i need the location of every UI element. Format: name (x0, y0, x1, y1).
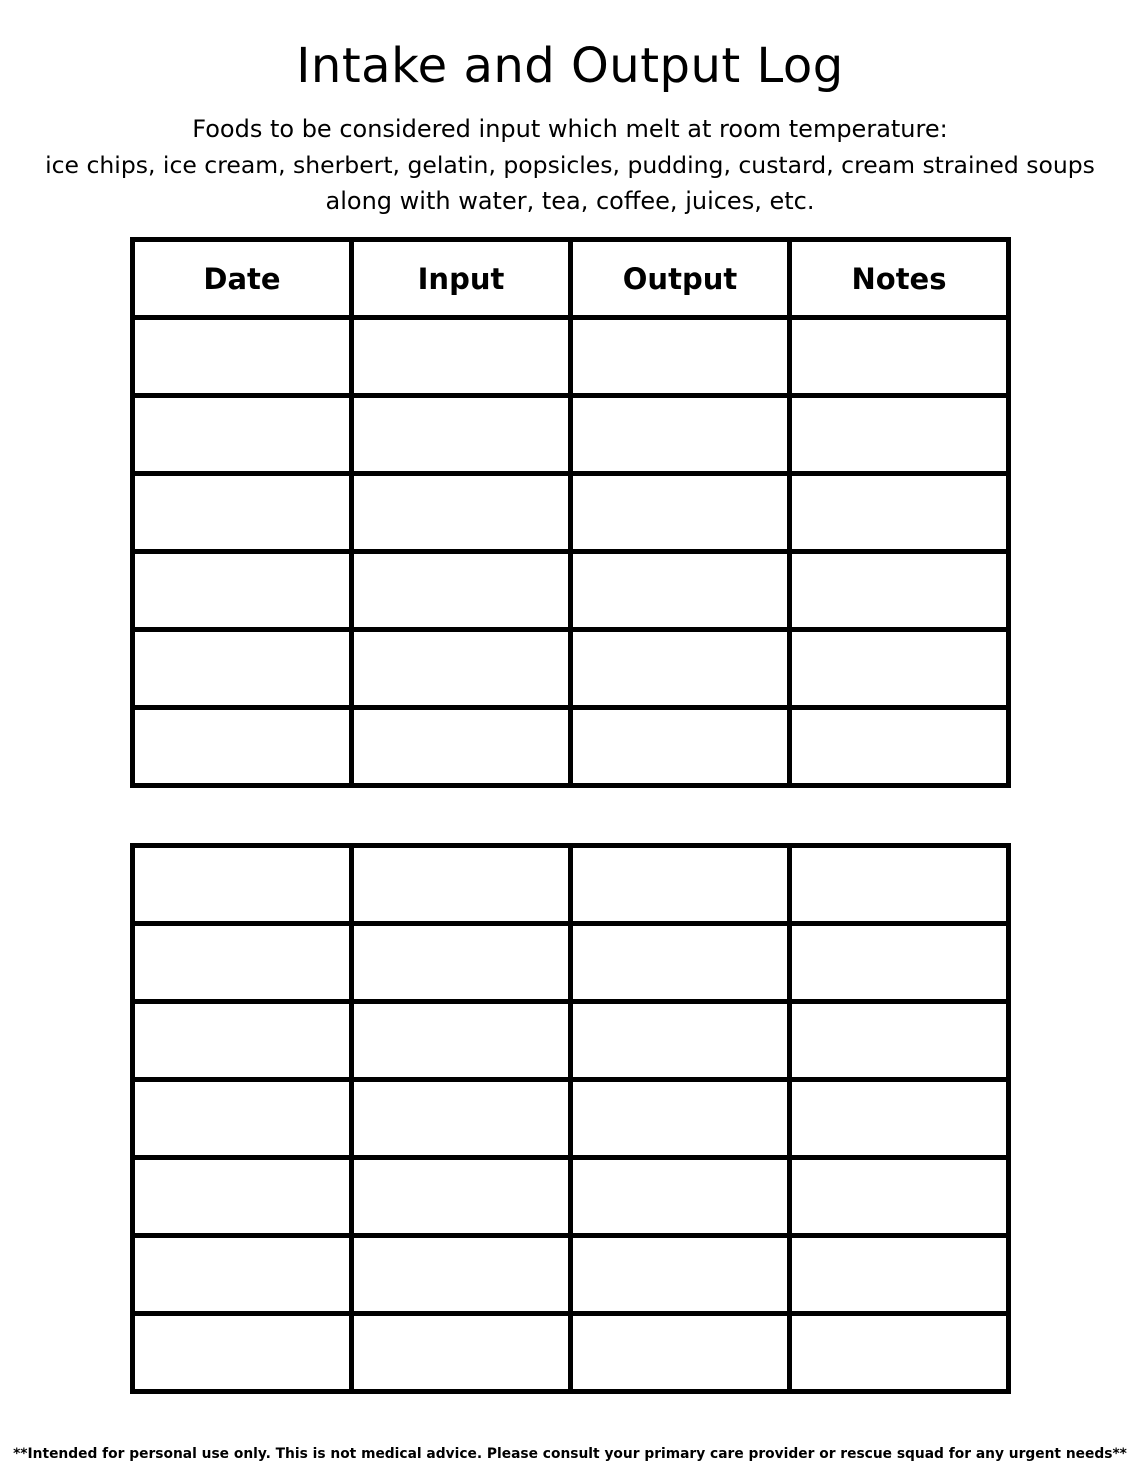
log-cell-input[interactable] (352, 924, 571, 1002)
log-cell-notes[interactable] (790, 552, 1009, 630)
log-cell-date[interactable] (133, 1002, 352, 1080)
table-row (133, 1080, 1009, 1158)
table-row (133, 1314, 1009, 1392)
log-cell-date[interactable] (133, 1158, 352, 1236)
log-cell-input[interactable] (352, 708, 571, 786)
log-cell-date[interactable] (133, 318, 352, 396)
table-row (133, 708, 1009, 786)
log-cell-date[interactable] (133, 924, 352, 1002)
log-cell-input[interactable] (352, 1002, 571, 1080)
table-row (133, 1158, 1009, 1236)
log-cell-input[interactable] (352, 630, 571, 708)
table-row (133, 630, 1009, 708)
log-cell-date[interactable] (133, 552, 352, 630)
log-cell-date[interactable] (133, 708, 352, 786)
header-row (133, 240, 1009, 318)
log-cell-output[interactable] (571, 552, 790, 630)
log-table-bottom-body (133, 846, 1009, 1392)
table-row (133, 396, 1009, 474)
log-cell-notes[interactable] (790, 630, 1009, 708)
table-row (133, 924, 1009, 1002)
log-table-top (130, 237, 1011, 788)
log-cell-output[interactable] (571, 1314, 790, 1392)
log-cell-notes[interactable] (790, 1002, 1009, 1080)
table-row (133, 1002, 1009, 1080)
column-header-input: Input (352, 240, 571, 318)
log-cell-output[interactable] (571, 630, 790, 708)
log-cell-notes[interactable] (790, 1236, 1009, 1314)
log-cell-notes[interactable] (790, 318, 1009, 396)
instructions (0, 111, 1140, 219)
log-cell-input[interactable] (352, 1236, 571, 1314)
log-table-bottom (130, 843, 1011, 1394)
log-cell-notes[interactable] (790, 1080, 1009, 1158)
log-cell-date[interactable] (133, 1080, 352, 1158)
log-cell-output[interactable] (571, 1080, 790, 1158)
column-header-notes: Notes (790, 240, 1009, 318)
log-cell-output[interactable] (571, 708, 790, 786)
log-cell-notes[interactable] (790, 474, 1009, 552)
log-cell-date[interactable] (133, 1314, 352, 1392)
table-row (133, 318, 1009, 396)
log-cell-notes[interactable] (790, 924, 1009, 1002)
table-row (133, 552, 1009, 630)
log-cell-date[interactable] (133, 474, 352, 552)
instructions-line-1: Foods to be considered input which melt at room temperature: (192, 115, 948, 143)
log-cell-notes[interactable] (790, 1158, 1009, 1236)
log-cell-output[interactable] (571, 924, 790, 1002)
log-cell-date[interactable] (133, 630, 352, 708)
table-row (133, 1236, 1009, 1314)
disclaimer-footer: **Intended for personal use only. This is not medical advice. Please consult your primary care provider or rescue squad for any urgent needs** (13, 1446, 1127, 1462)
table-row (133, 474, 1009, 552)
log-cell-notes[interactable] (790, 708, 1009, 786)
log-cell-output[interactable] (571, 1236, 790, 1314)
log-cell-input[interactable] (352, 552, 571, 630)
page-title: Intake and Output Log (296, 38, 844, 94)
log-cell-input[interactable] (352, 1080, 571, 1158)
log-cell-input[interactable] (352, 1314, 571, 1392)
log-cell-output[interactable] (571, 1158, 790, 1236)
log-cell-output[interactable] (571, 846, 790, 924)
instructions-line-3: along with water, tea, coffee, juices, etc. (325, 187, 815, 215)
log-cell-input[interactable] (352, 1158, 571, 1236)
log-cell-input[interactable] (352, 396, 571, 474)
log-cell-output[interactable] (571, 318, 790, 396)
instructions-line-2: ice chips, ice cream, sherbert, gelatin, popsicles, pudding, custard, cream strained soups (45, 151, 1095, 179)
log-cell-notes[interactable] (790, 846, 1009, 924)
log-cell-date[interactable] (133, 396, 352, 474)
log-cell-input[interactable] (352, 474, 571, 552)
log-cell-date[interactable] (133, 1236, 352, 1314)
log-cell-date[interactable] (133, 846, 352, 924)
table-row (133, 846, 1009, 924)
log-cell-output[interactable] (571, 1002, 790, 1080)
log-cell-output[interactable] (571, 474, 790, 552)
log-cell-input[interactable] (352, 318, 571, 396)
log-cell-notes[interactable] (790, 1314, 1009, 1392)
column-header-date: Date (133, 240, 352, 318)
log-cell-output[interactable] (571, 396, 790, 474)
log-table-top-body (133, 318, 1009, 786)
column-header-output: Output (571, 240, 790, 318)
log-cell-input[interactable] (352, 846, 571, 924)
log-cell-notes[interactable] (790, 396, 1009, 474)
